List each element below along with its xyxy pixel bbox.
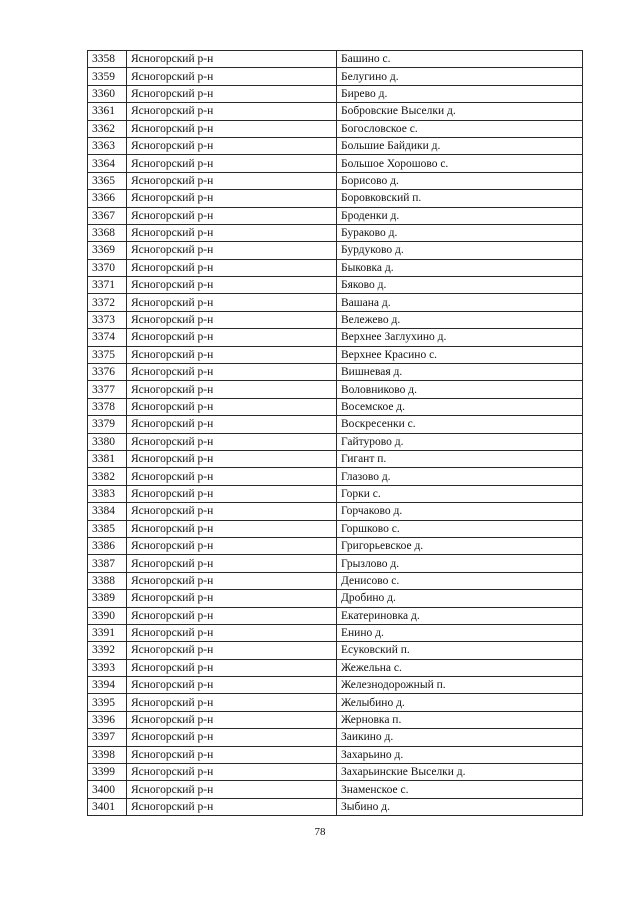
row-number-cell: 3384: [88, 503, 127, 520]
district-cell: Ясногорский р-н: [127, 450, 337, 467]
settlement-cell: Богословское с.: [337, 120, 583, 137]
district-cell: Ясногорский р-н: [127, 433, 337, 450]
district-cell: Ясногорский р-н: [127, 207, 337, 224]
settlement-cell: Жежельна с.: [337, 659, 583, 676]
district-cell: Ясногорский р-н: [127, 746, 337, 763]
district-cell: Ясногорский р-н: [127, 781, 337, 798]
district-cell: Ясногорский р-н: [127, 346, 337, 363]
row-number-cell: 3361: [88, 103, 127, 120]
district-cell: Ясногорский р-н: [127, 294, 337, 311]
row-number-cell: 3388: [88, 572, 127, 589]
settlement-cell: Бурдуково д.: [337, 242, 583, 259]
table-row: [88, 85, 583, 102]
table-body: [88, 51, 583, 816]
row-number-cell: 3371: [88, 277, 127, 294]
table-row: [88, 520, 583, 537]
table-row: [88, 798, 583, 815]
table-row: [88, 694, 583, 711]
table-row: [88, 642, 583, 659]
table-row: [88, 207, 583, 224]
settlement-cell: Быковка д.: [337, 259, 583, 276]
settlement-cell: Вележево д.: [337, 311, 583, 328]
settlement-cell: Григорьевское д.: [337, 537, 583, 554]
district-cell: Ясногорский р-н: [127, 51, 337, 68]
district-cell: Ясногорский р-н: [127, 311, 337, 328]
row-number-cell: 3383: [88, 485, 127, 502]
table-row: [88, 155, 583, 172]
district-cell: Ясногорский р-н: [127, 103, 337, 120]
settlement-cell: Енино д.: [337, 624, 583, 641]
district-cell: Ясногорский р-н: [127, 364, 337, 381]
district-cell: Ясногорский р-н: [127, 520, 337, 537]
table-row: [88, 729, 583, 746]
row-number-cell: 3366: [88, 190, 127, 207]
row-number-cell: 3391: [88, 624, 127, 641]
row-number-cell: 3369: [88, 242, 127, 259]
district-cell: Ясногорский р-н: [127, 677, 337, 694]
district-cell: Ясногорский р-н: [127, 277, 337, 294]
district-cell: Ясногорский р-н: [127, 659, 337, 676]
settlement-cell: Горки с.: [337, 485, 583, 502]
row-number-cell: 3379: [88, 416, 127, 433]
district-cell: Ясногорский р-н: [127, 590, 337, 607]
district-cell: Ясногорский р-н: [127, 572, 337, 589]
settlement-cell: Вишневая д.: [337, 364, 583, 381]
settlement-cell: Воловниково д.: [337, 381, 583, 398]
settlement-cell: Борисово д.: [337, 172, 583, 189]
district-cell: Ясногорский р-н: [127, 242, 337, 259]
settlement-cell: Бирево д.: [337, 85, 583, 102]
table-row: [88, 659, 583, 676]
table-row: [88, 572, 583, 589]
district-cell: Ясногорский р-н: [127, 68, 337, 85]
table-row: [88, 381, 583, 398]
table-row: [88, 468, 583, 485]
settlement-cell: Есуковский п.: [337, 642, 583, 659]
settlement-cell: Верхнее Красино с.: [337, 346, 583, 363]
district-cell: Ясногорский р-н: [127, 190, 337, 207]
table-row: [88, 416, 583, 433]
table-row: [88, 624, 583, 641]
settlement-cell: Грызлово д.: [337, 555, 583, 572]
settlement-cell: Дробино д.: [337, 590, 583, 607]
row-number-cell: 3372: [88, 294, 127, 311]
table-row: [88, 433, 583, 450]
district-cell: Ясногорский р-н: [127, 798, 337, 815]
row-number-cell: 3400: [88, 781, 127, 798]
table-row: [88, 190, 583, 207]
table-row: [88, 764, 583, 781]
settlement-cell: Воскресенки с.: [337, 416, 583, 433]
settlement-cell: Броденки д.: [337, 207, 583, 224]
district-cell: Ясногорский р-н: [127, 607, 337, 624]
table-row: [88, 51, 583, 68]
district-cell: Ясногорский р-н: [127, 137, 337, 154]
table-row: [88, 103, 583, 120]
table-row: [88, 746, 583, 763]
row-number-cell: 3387: [88, 555, 127, 572]
settlement-cell: Вашана д.: [337, 294, 583, 311]
settlement-cell: Большие Байдики д.: [337, 137, 583, 154]
settlement-cell: Гигант п.: [337, 450, 583, 467]
table-row: [88, 711, 583, 728]
row-number-cell: 3368: [88, 224, 127, 241]
district-cell: Ясногорский р-н: [127, 381, 337, 398]
district-cell: Ясногорский р-н: [127, 694, 337, 711]
table-row: [88, 503, 583, 520]
settlement-cell: Большое Хорошово с.: [337, 155, 583, 172]
district-cell: Ясногорский р-н: [127, 224, 337, 241]
settlement-cell: Жерновка п.: [337, 711, 583, 728]
row-number-cell: 3392: [88, 642, 127, 659]
settlement-cell: Желыбино д.: [337, 694, 583, 711]
settlement-cell: Глазово д.: [337, 468, 583, 485]
row-number-cell: 3395: [88, 694, 127, 711]
district-cell: Ясногорский р-н: [127, 729, 337, 746]
row-number-cell: 3375: [88, 346, 127, 363]
district-cell: Ясногорский р-н: [127, 624, 337, 641]
table-row: [88, 294, 583, 311]
table-row: [88, 242, 583, 259]
table-row: [88, 224, 583, 241]
district-cell: Ясногорский р-н: [127, 259, 337, 276]
table-row: [88, 537, 583, 554]
row-number-cell: 3401: [88, 798, 127, 815]
district-cell: Ясногорский р-н: [127, 555, 337, 572]
row-number-cell: 3362: [88, 120, 127, 137]
table-row: [88, 555, 583, 572]
table-row: [88, 781, 583, 798]
table-row: [88, 450, 583, 467]
row-number-cell: 3376: [88, 364, 127, 381]
district-cell: Ясногорский р-н: [127, 764, 337, 781]
table-row: [88, 68, 583, 85]
table-row: [88, 590, 583, 607]
row-number-cell: 3363: [88, 137, 127, 154]
row-number-cell: 3378: [88, 398, 127, 415]
row-number-cell: 3373: [88, 311, 127, 328]
row-number-cell: 3377: [88, 381, 127, 398]
row-number-cell: 3380: [88, 433, 127, 450]
row-number-cell: 3381: [88, 450, 127, 467]
table-row: [88, 137, 583, 154]
table-row: [88, 364, 583, 381]
district-cell: Ясногорский р-н: [127, 537, 337, 554]
table-row: [88, 677, 583, 694]
table-row: [88, 172, 583, 189]
district-cell: Ясногорский р-н: [127, 642, 337, 659]
row-number-cell: 3390: [88, 607, 127, 624]
settlement-cell: Башино с.: [337, 51, 583, 68]
settlement-cell: Захарьино д.: [337, 746, 583, 763]
district-cell: Ясногорский р-н: [127, 416, 337, 433]
settlement-cell: Денисово с.: [337, 572, 583, 589]
settlement-cell: Боровковский п.: [337, 190, 583, 207]
settlement-cell: Бураково д.: [337, 224, 583, 241]
row-number-cell: 3365: [88, 172, 127, 189]
settlement-cell: Железнодорожный п.: [337, 677, 583, 694]
settlement-cell: Заикино д.: [337, 729, 583, 746]
district-cell: Ясногорский р-н: [127, 468, 337, 485]
district-cell: Ясногорский р-н: [127, 503, 337, 520]
settlement-cell: Горчаково д.: [337, 503, 583, 520]
row-number-cell: 3389: [88, 590, 127, 607]
settlement-cell: Горшково с.: [337, 520, 583, 537]
settlement-cell: Знаменское с.: [337, 781, 583, 798]
table-row: [88, 398, 583, 415]
row-number-cell: 3358: [88, 51, 127, 68]
settlement-cell: Екатериновка д.: [337, 607, 583, 624]
settlement-cell: Бобровские Выселки д.: [337, 103, 583, 120]
table-row: [88, 259, 583, 276]
row-number-cell: 3399: [88, 764, 127, 781]
row-number-cell: 3370: [88, 259, 127, 276]
table-row: [88, 607, 583, 624]
settlement-cell: Захарьинские Выселки д.: [337, 764, 583, 781]
row-number-cell: 3398: [88, 746, 127, 763]
row-number-cell: 3393: [88, 659, 127, 676]
settlement-cell: Бяково д.: [337, 277, 583, 294]
settlement-cell: Зыбино д.: [337, 798, 583, 815]
settlement-cell: Гайтурово д.: [337, 433, 583, 450]
district-cell: Ясногорский р-н: [127, 120, 337, 137]
row-number-cell: 3359: [88, 68, 127, 85]
settlement-cell: Белугино д.: [337, 68, 583, 85]
settlements-table: [87, 50, 583, 816]
district-cell: Ясногорский р-н: [127, 85, 337, 102]
district-cell: Ясногорский р-н: [127, 155, 337, 172]
table-row: [88, 311, 583, 328]
table-row: [88, 277, 583, 294]
table-row: [88, 485, 583, 502]
district-cell: Ясногорский р-н: [127, 485, 337, 502]
row-number-cell: 3397: [88, 729, 127, 746]
page-number: 78: [314, 826, 326, 838]
row-number-cell: 3396: [88, 711, 127, 728]
settlement-cell: Восемское д.: [337, 398, 583, 415]
district-cell: Ясногорский р-н: [127, 172, 337, 189]
row-number-cell: 3360: [88, 85, 127, 102]
row-number-cell: 3367: [88, 207, 127, 224]
district-cell: Ясногорский р-н: [127, 329, 337, 346]
district-cell: Ясногорский р-н: [127, 398, 337, 415]
district-cell: Ясногорский р-н: [127, 711, 337, 728]
row-number-cell: 3374: [88, 329, 127, 346]
row-number-cell: 3364: [88, 155, 127, 172]
table-row: [88, 329, 583, 346]
row-number-cell: 3386: [88, 537, 127, 554]
table-row: [88, 120, 583, 137]
row-number-cell: 3382: [88, 468, 127, 485]
row-number-cell: 3385: [88, 520, 127, 537]
settlement-cell: Верхнее Заглухино д.: [337, 329, 583, 346]
row-number-cell: 3394: [88, 677, 127, 694]
table-row: [88, 346, 583, 363]
